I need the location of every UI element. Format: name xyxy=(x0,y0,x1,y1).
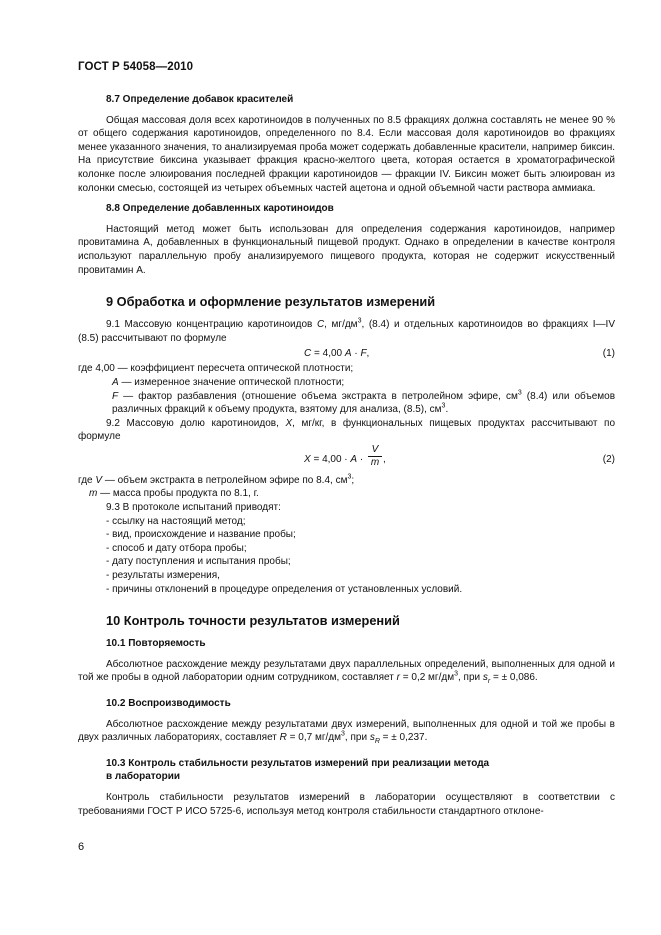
section-8-8-title: 8.8 Определение добавленных каротиноидов xyxy=(106,203,334,215)
section-10-2-title: 10.2 Воспроизводимость xyxy=(106,698,231,709)
section-8-8-text: Настоящий метод может быть использован для определения содержания каротиноидов, например провитамина А, добавленных в функциональный пищевой продукт. Однако в определении в качестве контроля используют параллельную пробу анализируемого пищевого продукта, которая не содержит искусственный провитамин А. xyxy=(78,223,615,276)
section-10-1-title: 10.1 Повторяемость xyxy=(106,638,206,650)
definition-m: m — масса пробы продукта по 8.1, г. xyxy=(89,488,259,500)
fraction-v-over-m: $\frac{V}{m}$ xyxy=(368,444,382,469)
formula-1-number: (1) xyxy=(602,348,615,360)
section-8-7-title: 8.7 Определение добавок красителей xyxy=(106,94,294,105)
paragraph-9-3: 9.3 В протоколе испытаний приводят: xyxy=(106,502,281,514)
section-10-title: 10 Контроль точности результатов измерений xyxy=(106,613,400,629)
section-10-2-text: Абсолютное расхождение между результатами двух измерений, выполненных для одной и той же пробы в двух различных лабораториях, составляет R = 0,7 $мг/дм^3$, при $s_R$ = ± 0,237. xyxy=(78,718,615,746)
list-item: - причины отклонений в процедуре определения от установленных условий. xyxy=(106,583,463,595)
list-item: - результаты измерения, xyxy=(106,570,220,582)
section-8-7-text: Общая массовая доля всех каротиноидов в полученных по 8.5 фракциях должна составлять не менее 90 % от общего содержания каротиноидов, определенного по 8.4. Если массовая доля каротиноидов во фракциях менее указанного значения, то анализируемая проба может содержать добавленные красители, например биксин. На присутствие биксина указывает фракция красно-желтого цвета, которая остается в хроматографической колонке после элюирования последней фракции каротиноидов — фракции IV. Биксин может быть элюирован из колонки смесью, состоящей из четырех объемных частей ацетона и одной объемной части раствора аммиака. xyxy=(78,114,615,194)
section-10-3-title: 10.3 Контроль стабильности результатов измерений при реализации метода в лаборатории xyxy=(106,757,490,783)
formula-1: C = 4,00 A · F, (1) xyxy=(304,348,615,360)
protocol-list xyxy=(78,515,615,597)
section-9-title: 9 Обработка и оформление результатов измерений xyxy=(106,294,436,310)
list-item: - вид, происхождение и название пробы; xyxy=(106,529,296,541)
standard-header: ГОСТ Р 54058—2010 xyxy=(78,61,194,73)
formula-2: X = 4,00 · A · $\frac{V}{m}$ , (2) xyxy=(304,443,615,468)
formula-2-number: (2) xyxy=(602,453,615,465)
definition-A: A — измеренное значение оптической плотности; xyxy=(112,376,345,388)
paragraph-9-1: 9.1 Массовую концентрацию каротиноидов C, $мг/дм^3$, (8.4) и отдельных каротиноидов во фракциях I—IV (8.5) рассчитывают по формуле xyxy=(78,317,615,344)
paragraph-9-2: 9.2 Массовую долю каротиноидов, X, мг/кг, в функциональных пищевых продуктах рассчитывают по формуле xyxy=(78,417,615,443)
list-item: - способ и дату отбора пробы; xyxy=(106,542,247,554)
formula-2-where: где V — объем экстракта в петролейном эфире по 8.4, $см^3$; xyxy=(78,473,355,486)
page-content xyxy=(78,93,615,818)
definition-F: F — фактор разбавления (отношение объема экстракта в петролейном эфире, $см^3$ (8.4) или объемов различных фракций к объему продукта, взятому для анализа, (8.5), $см^3$. xyxy=(112,389,616,416)
section-10-3-text: Контроль стабильности результатов измерений в лаборатории осуществляют в соответствии с требованиями ГОСТ Р ИСО 5725-6, используя метод контроля стабильности стандартного отклоне- xyxy=(78,791,615,817)
list-item: - ссылку на настоящий метод; xyxy=(106,515,246,527)
list-item: - дату поступления и испытания пробы; xyxy=(106,556,291,568)
section-10-1-text: Абсолютное расхождение между результатами двух параллельных определений, выполненных для одной и той же пробы в одной лаборатории одним сотрудником, составляет r = 0,2 $мг/дм^3$, при $s_r$ = ± 0,086. xyxy=(78,658,615,686)
page-number: 6 xyxy=(78,841,85,853)
formula-1-where: где 4,00 — коэффициент пересчета оптической плотности; xyxy=(78,363,354,375)
